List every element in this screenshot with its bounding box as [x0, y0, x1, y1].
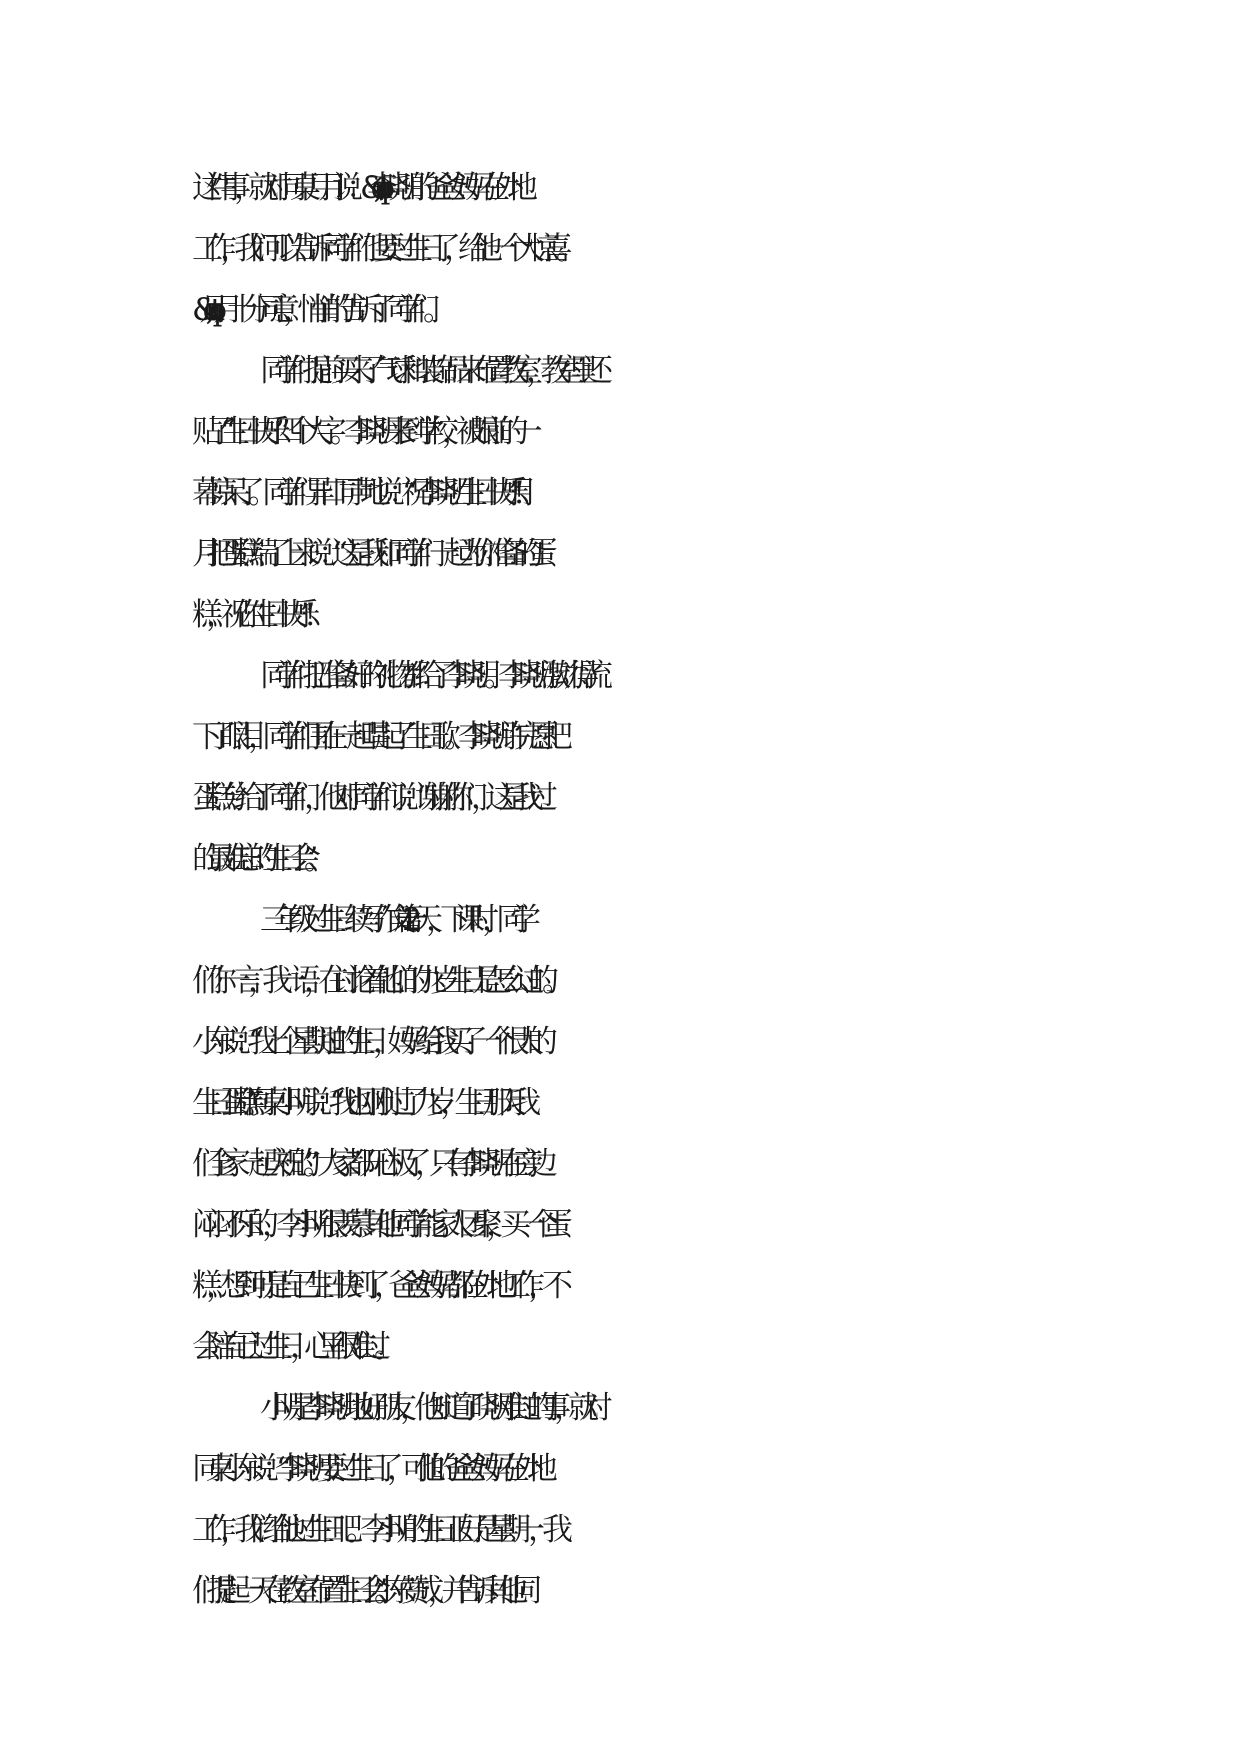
text-line: 蛋糕分给了同学们，他对同学们说：“谢谢你们，这是我过 [192, 780, 541, 816]
text-line: 糕，祝你生日快乐!” [192, 597, 299, 633]
text-line: &quot;月月十分同意，悄悄的告诉了同学们。 [192, 292, 437, 328]
text-line: 下了眼泪，同学们围在一起唱起了生日歌。李晓明许完愿把 [192, 719, 556, 755]
text-line: 们全家一起庆祝的”。大家都开心极了，只有李晓明在旁边 [192, 1146, 541, 1182]
text-line: 同学们提前买来了气球和装饰品来布置教室，教室里还 [260, 353, 596, 389]
text-line: 生日蛋糕。”同桌小明说：“我也刚刚过了九岁，生日那天我 [192, 1085, 525, 1121]
text-line: 们提起一天在教室布置生日会。”小东赞成，并告诉其他同 [192, 1573, 526, 1609]
text-line: 月把蛋糕端了上来说：“这是我和同学们一起为你准备的蛋 [192, 536, 541, 572]
text-line: 的最难忘的生日会。” [192, 841, 302, 877]
text-line: 同学们把准备好的礼物都给了李晓明。李晓明激动得流 [260, 658, 596, 694]
text-line: 们你一言，我一语，在讨论着他们的九岁生日是怎么过的。 [192, 963, 556, 999]
text-line: 幕惊呆了。同学们异口同声地说：“祝李晓明生日快乐!”月 [192, 475, 522, 511]
text-line: 这件事，就对同桌月月说：&quot;李晓明的爸爸妈妈在外地 [192, 170, 521, 206]
text-line: 小东说：“我上个星期过的生日，妈妈给我买了一个很大的 [192, 1024, 541, 1060]
text-line: 三年级过生日续写作文 篇 12 一天，下课时，同学 [260, 902, 525, 938]
document-text [192, 158, 1062, 1622]
text-line: 小明是李晓明地好朋友，他知道了晓明难过的事，就对 [260, 1390, 596, 1426]
text-line: 会陪自己过生日，心里很难过。 [192, 1329, 388, 1365]
text-line: 同桌小东说：“李晓明要过生日了，可他的爸爸妈妈在外地 [192, 1451, 541, 1487]
text-line: 贴了“生日快乐”四个大字。李晓明来到学校，被眼前的一 [192, 414, 526, 450]
text-line: 工作，我们可以告诉同学们他要过生日了，给他一个大惊喜。 [192, 231, 570, 267]
text-line: 工作，我们给他过生日吧。李小明的生日正好是星期一，我 [192, 1512, 556, 1548]
text-line: 糕，想到可是自己生日快到了，爸爸妈妈都在外地工作，不 [192, 1268, 556, 1304]
text-line: 闷闷不乐的，李小明很羡慕其他同学能家人团聚，买一个蛋 [192, 1207, 556, 1243]
